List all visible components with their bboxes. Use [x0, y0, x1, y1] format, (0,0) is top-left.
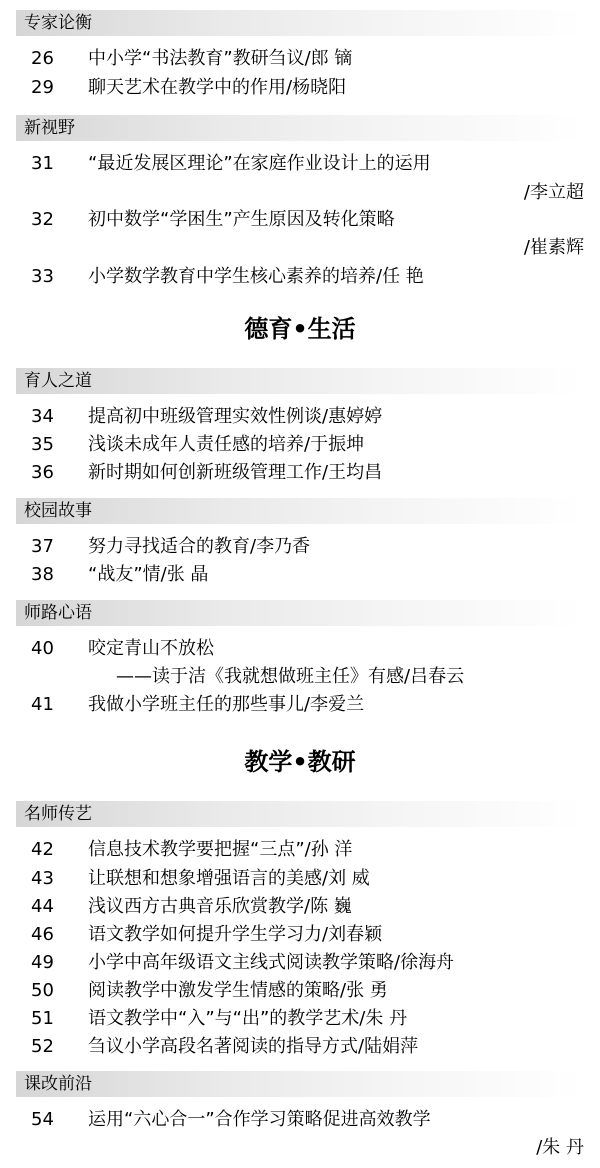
article-title: 咬定青山不放松 [88, 638, 214, 659]
article-title: 语文教学中“入”与“出”的教学艺术/朱 丹 [88, 1008, 408, 1029]
article-title: 我做小学班主任的那些事儿/李爱兰 [88, 694, 365, 715]
article-title: 浅谈未成年人责任感的培养/于振坤 [88, 434, 365, 455]
article-subtitle: ——读于洁《我就想做班主任》有感/吕春云 [116, 666, 465, 687]
toc-entry[interactable] [0, 866, 600, 892]
article-title: 信息技术教学要把握“三点”/孙 洋 [88, 839, 353, 860]
page-number: 40 [31, 638, 54, 659]
article-title: 努力寻找适合的教育/李乃香 [88, 536, 311, 557]
page-number: 34 [31, 406, 54, 427]
article-title: 提高初中班级管理实效性例谈/惠婷婷 [88, 406, 383, 427]
page-number: 31 [31, 153, 54, 174]
page-number: 43 [31, 868, 54, 889]
toc-entry[interactable] [0, 1006, 600, 1032]
toc-entry[interactable] [0, 1034, 600, 1060]
toc-entry[interactable] [0, 894, 600, 920]
toc-entry[interactable] [0, 636, 600, 662]
article-title: 初中数学“学困生”产生原因及转化策略 [88, 209, 395, 230]
article-title: 小学中高年级语文主线式阅读教学策略/徐海舟 [88, 952, 455, 973]
article-title: 浅议西方古典音乐欣赏教学/陈 巍 [88, 896, 352, 917]
toc-entry[interactable] [0, 692, 600, 718]
toc-entry[interactable] [0, 950, 600, 976]
toc-entry[interactable] [0, 264, 600, 290]
toc-entry[interactable] [0, 534, 600, 560]
toc-entry[interactable] [0, 151, 600, 177]
section-header-mingshi: 名师传艺 [16, 801, 584, 827]
toc-entry[interactable] [0, 1107, 600, 1133]
toc-entry[interactable] [0, 75, 600, 101]
section-header-shilu: 师路心语 [16, 600, 584, 626]
toc-entry[interactable] [0, 46, 600, 72]
toc-entry[interactable] [0, 562, 600, 588]
article-title: 聊天艺术在教学中的作用/杨晓阳 [88, 77, 347, 98]
page-number: 26 [31, 48, 54, 69]
section-header-zhuanjia: 专家论衡 [16, 10, 584, 36]
page-number: 35 [31, 434, 54, 455]
article-author: /李立超 [523, 182, 584, 203]
article-title: 运用“六心合一”合作学习策略促进高效教学 [88, 1109, 431, 1130]
page-number: 29 [31, 77, 54, 98]
category-heading-jiaoxue: 教学•教研 [244, 748, 356, 776]
page-number: 52 [31, 1036, 54, 1057]
page-number: 42 [31, 839, 54, 860]
article-title: 小学数学教育中学生核心素养的培养/任 艳 [88, 266, 424, 287]
page-number: 46 [31, 924, 54, 945]
toc-entry[interactable] [0, 460, 600, 486]
article-title: 新时期如何创新班级管理工作/王均昌 [88, 462, 383, 483]
article-title: “最近发展区理论”在家庭作业设计上的运用 [88, 153, 431, 174]
article-title: 语文教学如何提升学生学习力/刘春颖 [88, 924, 383, 945]
article-author: /朱 丹 [536, 1137, 584, 1158]
section-header-kegai: 课改前沿 [16, 1071, 584, 1097]
article-title: “战友”情/张 晶 [88, 564, 209, 585]
page-number: 41 [31, 694, 54, 715]
article-author: /崔素辉 [523, 237, 584, 258]
toc-entry[interactable] [0, 922, 600, 948]
toc-entry[interactable] [0, 978, 600, 1004]
page-number: 51 [31, 1008, 54, 1029]
section-header-xiaoyuan: 校园故事 [16, 498, 584, 524]
article-title: 阅读教学中激发学生情感的策略/张 勇 [88, 980, 388, 1001]
toc-entry[interactable] [0, 837, 600, 863]
category-heading-deyu: 德育•生活 [244, 315, 356, 343]
article-title: 中小学“书法教育”教研刍议/郎 镝 [88, 48, 353, 69]
page-number: 50 [31, 980, 54, 1001]
page-number: 37 [31, 536, 54, 557]
page-number: 36 [31, 462, 54, 483]
section-header-yuren: 育人之道 [16, 368, 584, 394]
page-number: 44 [31, 896, 54, 917]
article-title: 刍议小学高段名著阅读的指导方式/陆娟萍 [88, 1036, 419, 1057]
toc-entry[interactable] [0, 432, 600, 458]
toc-entry[interactable] [0, 207, 600, 233]
page-number: 54 [31, 1109, 54, 1130]
toc-entry[interactable] [0, 404, 600, 430]
article-title: 让联想和想象增强语言的美感/刘 威 [88, 868, 370, 889]
page-number: 38 [31, 564, 54, 585]
page-number: 33 [31, 266, 54, 287]
page-number: 49 [31, 952, 54, 973]
page-number: 32 [31, 209, 54, 230]
section-header-xinshiye: 新视野 [16, 115, 584, 141]
